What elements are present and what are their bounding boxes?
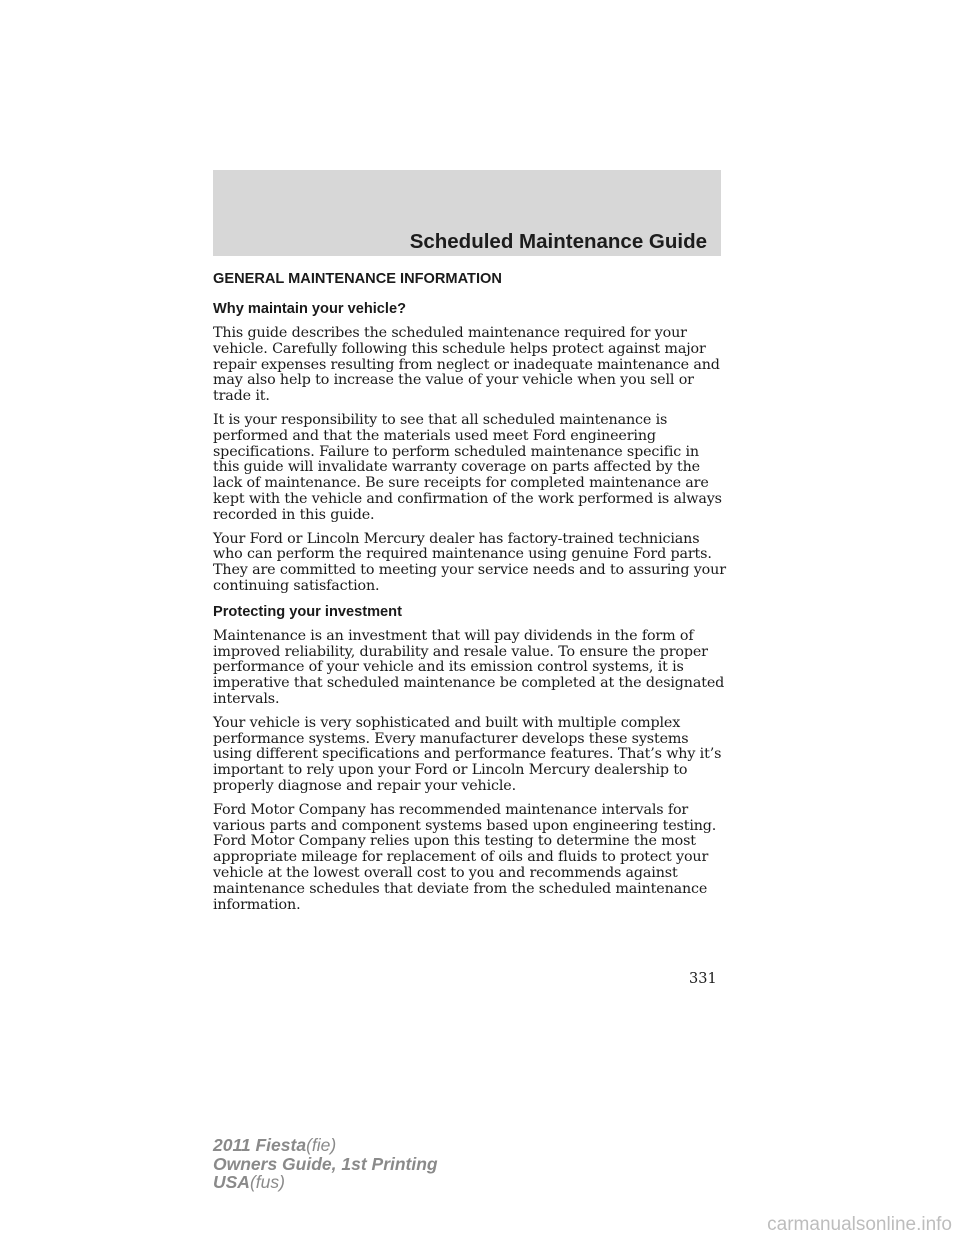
footer-line-printing: Owners Guide, 1st Printing: [213, 1153, 438, 1174]
paragraph: Ford Motor Company has recommended maintenance intervals for various parts and component systems based upon engineering testing. Ford Motor Company relies upon this testing to determine the most appropriate mileage for replacement of oils and fluids to protect your vehicle at the lowest overall cost to you and recommends against maintenance schedules that deviate from the scheduled maintenance information.: [213, 801, 717, 913]
main-heading: GENERAL MAINTENANCE INFORMATION: [213, 271, 502, 287]
footer-line-model: [213, 1136, 438, 1155]
paragraph: Maintenance is an investment that will pay dividends in the form of improved reliability, durability and resale value. To ensure the proper performance of your vehicle and its emission control systems, it is imperative that scheduled maintenance be completed at the designated intervals.: [213, 627, 725, 707]
footer-line-market: [213, 1173, 438, 1192]
section-title: Scheduled Maintenance Guide: [409, 230, 707, 253]
paragraph: Your vehicle is very sophisticated and built with multiple complex performance systems. Every manufacturer develops these systems using different specifications and performance features. That’s why it’s important to rely upon your Ford or Lincoln Mercury dealership to properly diagnose and repair your vehicle.: [213, 714, 722, 794]
paragraph: It is your responsibility to see that all scheduled maintenance is performed and that the materials used meet Ford engineering specifications. Failure to perform scheduled maintenance specific in this guide will invalidate warranty coverage on parts affected by the lack of maintenance. Be sure receipts for completed maintenance are kept with the vehicle and confirmation of the work performed is always recorded in this guide.: [213, 411, 722, 523]
print-footer: [213, 1136, 438, 1192]
subheading-why-maintain: Why maintain your vehicle?: [213, 301, 407, 317]
footer-model-code: (fie): [306, 1135, 337, 1155]
main-content: [213, 270, 728, 921]
paragraph: This guide describes the scheduled maintenance required for your vehicle. Carefully following this schedule helps protect against major repair expenses resulting from neglect or inadequate maintenance and may also help to increase the value of your vehicle when you sell or trade it.: [213, 325, 720, 405]
footer-market-code: (fus): [249, 1172, 285, 1192]
footer-market: USA: [213, 1172, 250, 1192]
subheading-protecting-investment: Protecting your investment: [213, 603, 402, 620]
paragraph: Your Ford or Lincoln Mercury dealer has factory-trained technicians who can perform the required maintenance using genuine Ford parts. They are committed to meeting your service needs and to assuring your continuing satisfaction.: [213, 530, 726, 594]
watermark: carmanualsonline.info: [767, 1214, 952, 1235]
section-header-band: [213, 170, 721, 256]
page-number: 331: [689, 971, 717, 987]
footer-model: 2011 Fiesta: [213, 1135, 307, 1155]
